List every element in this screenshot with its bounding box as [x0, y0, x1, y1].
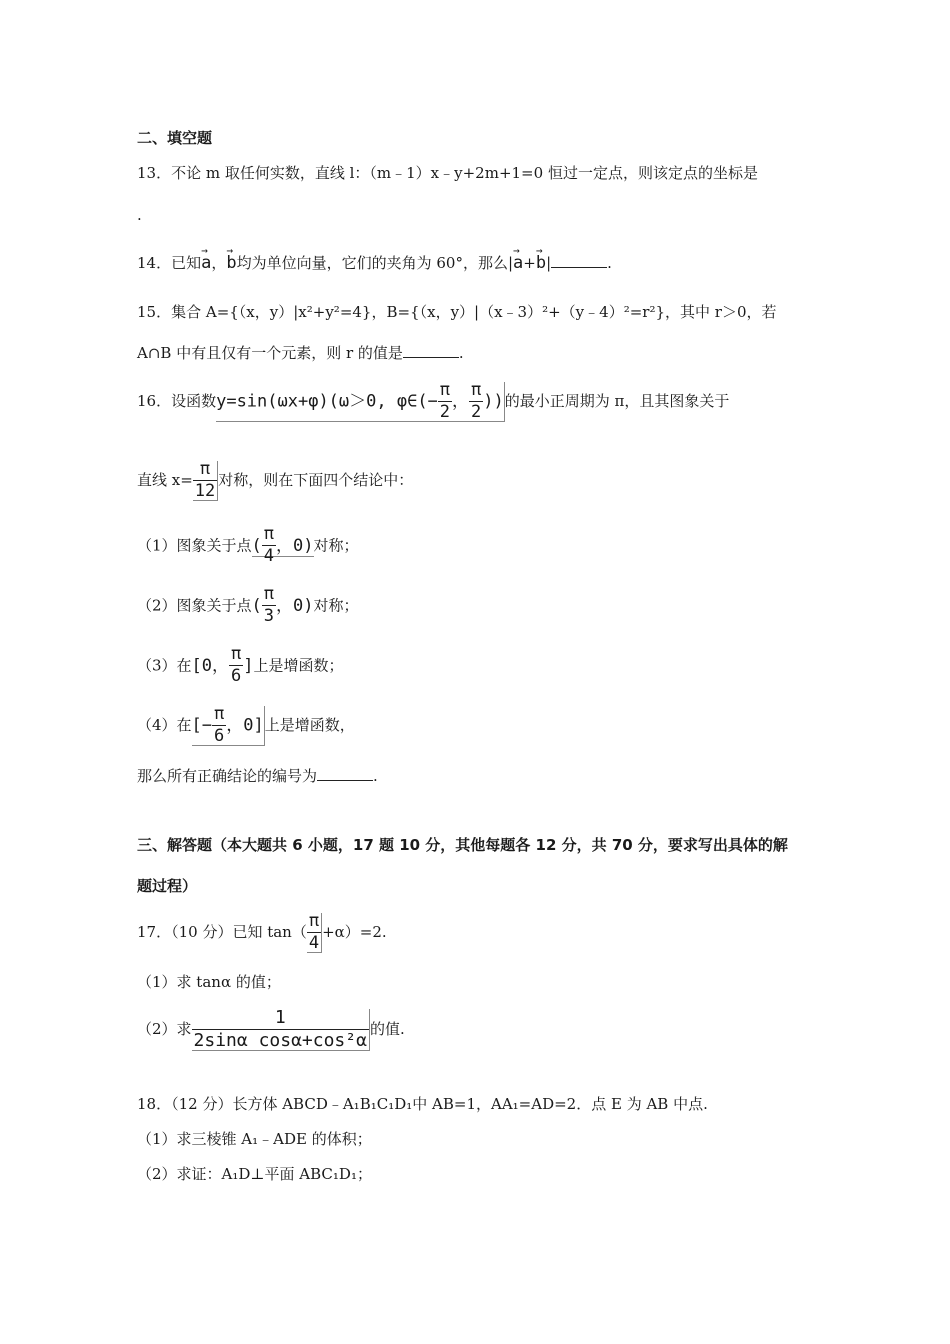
function-formula: y=sin(ωx+φ)(ω＞0, φ∈(− $\frac{\pi}{2}$ ， $\frac{\pi}{2}$ )) [216, 380, 504, 422]
question-15-line-2: A∩B 中有且仅有一个元素，则 r 的值是 . [137, 344, 464, 362]
question-17-part-1: （1）求 tanα 的值； [137, 973, 281, 991]
section-2-heading: 二、填空题 [137, 129, 213, 147]
vector-a: → a [201, 247, 211, 273]
question-17-part-2: （2）求 $\frac{1}{\text{2sinα cosα+cos²α}}$ 的值. [137, 1007, 405, 1051]
vector-sum-a: → a [513, 247, 523, 273]
question-13-line-1: 13．不论 m 取任何实数，直线 l：（m﹣1）x﹣y+2m+1=0 恒过一定点，则该定点的坐标是 [137, 164, 758, 182]
vector-b: → b [226, 247, 236, 273]
question-18-part-2: （2）求证：A₁D⊥平面 ABC₁D₁； [137, 1165, 372, 1183]
vector-sum-b: → b [536, 247, 546, 273]
question-16-final-line: 那么所有正确结论的编号为 . [137, 767, 378, 785]
answer-blank-16 [317, 766, 373, 781]
conclusion-3: （3）在[0， $\frac{\pi}{6}$ ]上是增函数； [137, 644, 344, 686]
section-3-heading-line-2: 题过程） [137, 877, 198, 895]
fraction-pi-12: $\frac{\pi}{12}$ [193, 461, 218, 501]
fraction-expression: $\frac{1}{\text{2sinα cosα+cos²α}}$ [192, 1009, 370, 1051]
answer-blank-15 [403, 343, 459, 358]
question-16-line-1: 16．设函数y=sin(ωx+φ)(ω＞0, φ∈(− $\frac{\pi}{2}$ ， $\frac{\pi}{2}$ ))的最小正周期为 π，且其图象关于 [137, 380, 730, 422]
question-16-line-2: 直线 x= $\frac{\pi}{12}$ 对称，则在下面四个结论中： [137, 459, 414, 501]
section-3-heading-line-1: 三、解答题（本大题共 6 小题，17 题 10 分，其他每题各 12 分，共 70 分，要求写出具体的解 [137, 836, 788, 854]
conclusion-4: （4）在[− $\frac{\pi}{6}$ ，0]上是增函数， [137, 704, 355, 746]
question-18-part-1: （1）求三棱锥 A₁﹣ADE 的体积； [137, 1130, 372, 1148]
question-18-line-1: 18．（12 分）长方体 ABCD﹣A₁B₁C₁D₁中 AB=1，AA₁=AD=2．点 E 为 AB 中点. [137, 1095, 708, 1113]
fraction-pi-4: $\frac{\pi}{4}$ [307, 913, 322, 953]
question-17: 17．（10 分）已知 tan（ $\frac{\pi}{4}$ +α）=2. [137, 911, 387, 953]
question-15-line-1: 15．集合 A={（x，y）|x²+y²=4}，B={（x，y）|（x﹣3）²+（y﹣4）²=r²}，其中 r＞0，若 [137, 303, 777, 321]
answer-blank-14 [551, 253, 607, 268]
conclusion-2: （2）图象关于点( $\frac{\pi}{3}$ ，0)对称； [137, 584, 359, 626]
conclusion-1: （1）图象关于点( $\frac{\pi}{4}$ ，0)对称； [137, 524, 359, 566]
question-13-line-2: . [137, 206, 142, 224]
question-14: 14．已知→ a，→ b均为单位向量，它们的夹角为 60°，那么|→ a+→ b| . [137, 247, 612, 273]
